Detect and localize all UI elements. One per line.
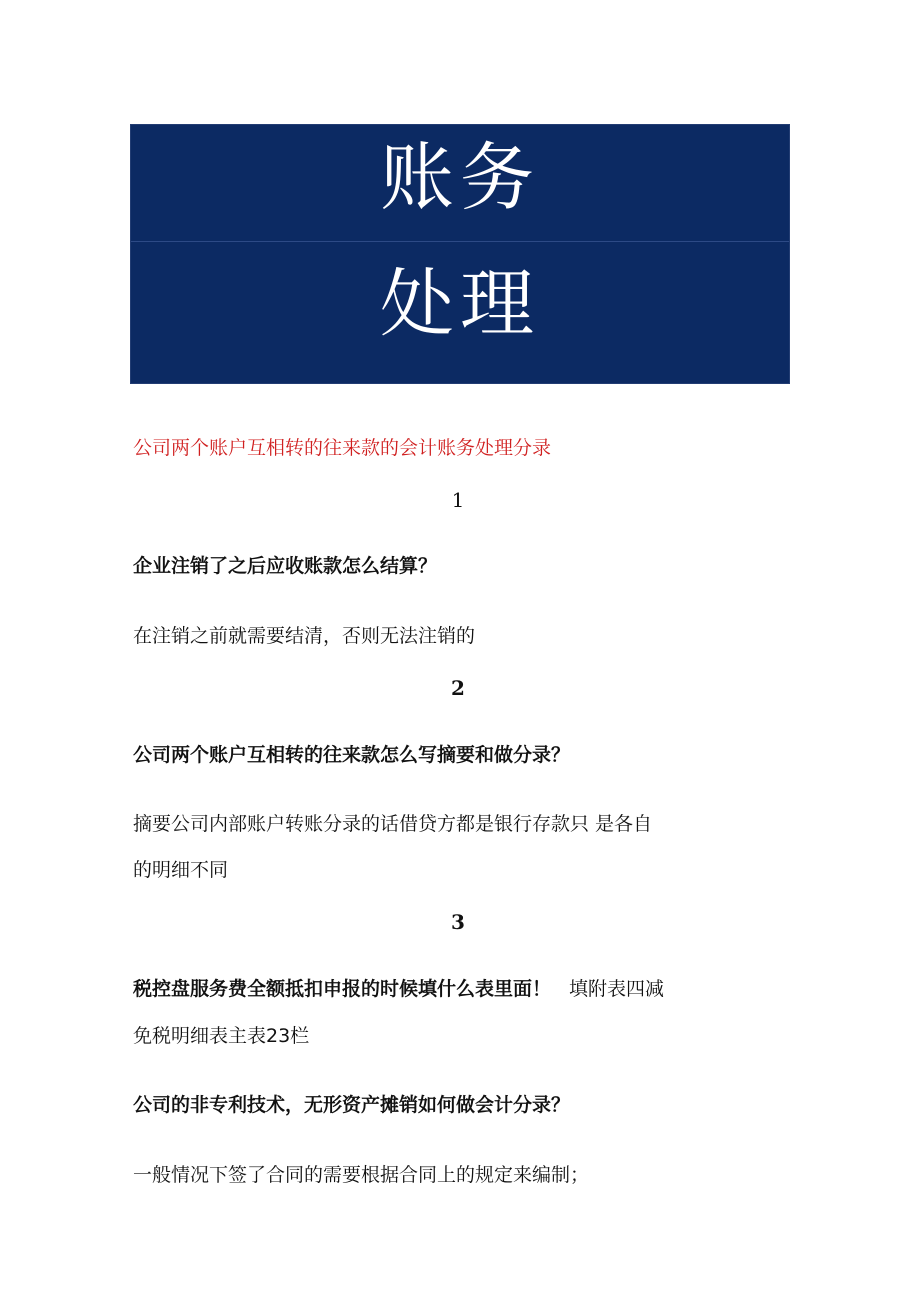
section-4-answer: 一般情况下签了合同的需要根据合同上的规定来编制； bbox=[133, 1164, 590, 1186]
section-3-question-row bbox=[133, 966, 783, 1012]
document-subtitle: 公司两个账户互相转的往来款的会计账务处理分录 bbox=[133, 437, 552, 459]
section-3-answer-inline: 填附表四减 bbox=[569, 978, 665, 1000]
cover-title-line-1: 账务 bbox=[380, 135, 540, 221]
section-1-answer: 在注销之前就需要结清，否则无法注销的 bbox=[133, 625, 476, 647]
section-4-question: 公司的非专利技术，无形资产摊销如何做会计分录？ bbox=[133, 1094, 571, 1116]
cover-title-line-2: 处理 bbox=[380, 261, 540, 347]
section-2-question: 公司两个账户互相转的往来款怎么写摘要和做分录？ bbox=[133, 744, 571, 766]
section-number-2: 2 bbox=[451, 676, 465, 700]
section-3-question: 税控盘服务费全额抵扣申报的时候填什么表里面！ bbox=[133, 978, 552, 1000]
cover-divider bbox=[131, 241, 789, 242]
section-number-3: 3 bbox=[451, 910, 465, 934]
section-2-answer-line-2: 的明细不同 bbox=[133, 859, 229, 881]
section-1-question: 企业注销了之后应收账款怎么结算？ bbox=[133, 555, 438, 577]
section-3-answer-line-2: 免税明细表主表23栏 bbox=[133, 1025, 310, 1047]
section-2-answer-line-1: 摘要公司内部账户转账分录的话借贷方都是银行存款只 是各自 bbox=[133, 813, 653, 835]
section-number-1: 1 bbox=[451, 488, 465, 512]
